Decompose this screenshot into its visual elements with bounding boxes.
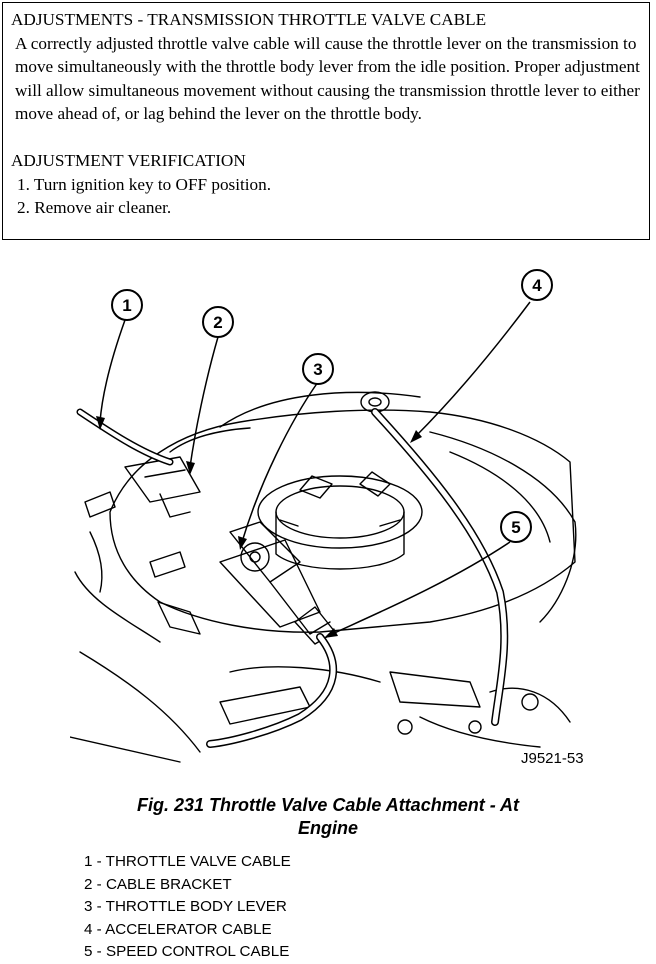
section-heading: ADJUSTMENTS - TRANSMISSION THROTTLE VALVE CABLE [11, 10, 487, 29]
caption-line: Fig. 231 Throttle Valve Cable Attachment - At [136, 795, 520, 815]
figure-number: J9521-53 [521, 750, 584, 767]
engine-illustration [70, 262, 590, 772]
callout-5: 5 [511, 518, 521, 537]
legend-item: 4 - ACCELERATOR CABLE [84, 920, 272, 938]
callout-1: 1 [122, 296, 132, 315]
verification-heading: ADJUSTMENT VERIFICATION [11, 150, 246, 170]
callout-2: 2 [213, 313, 223, 332]
procedure-text-box [2, 2, 650, 240]
intro-paragraph: A correctly adjusted throttle valve cable will cause the throttle lever on the transmission to move simultaneously with the throttle body lever from the idle position. Proper adjustment will allow simultaneous movement without causing the transmission throttle lever to either move ahead of, or lag behind the lever on the throttle body. [15, 33, 640, 124]
legend-item: 1 - THROTTLE VALVE CABLE [84, 853, 291, 870]
figure-caption [0, 794, 656, 840]
caption-line: Engine [297, 818, 358, 838]
legend-item: 2 - CABLE BRACKET [84, 875, 232, 893]
step-item: 2. Remove air cleaner. [17, 198, 172, 218]
legend-item: 3 - THROTTLE BODY LEVER [84, 898, 287, 916]
legend-item: 5 - SPEED CONTROL CABLE [84, 943, 290, 961]
callout-4: 4 [532, 276, 542, 295]
step-item: 1. Turn ignition key to OFF position. [17, 174, 272, 194]
callout-3: 3 [313, 360, 323, 379]
figure-legend [84, 851, 291, 964]
